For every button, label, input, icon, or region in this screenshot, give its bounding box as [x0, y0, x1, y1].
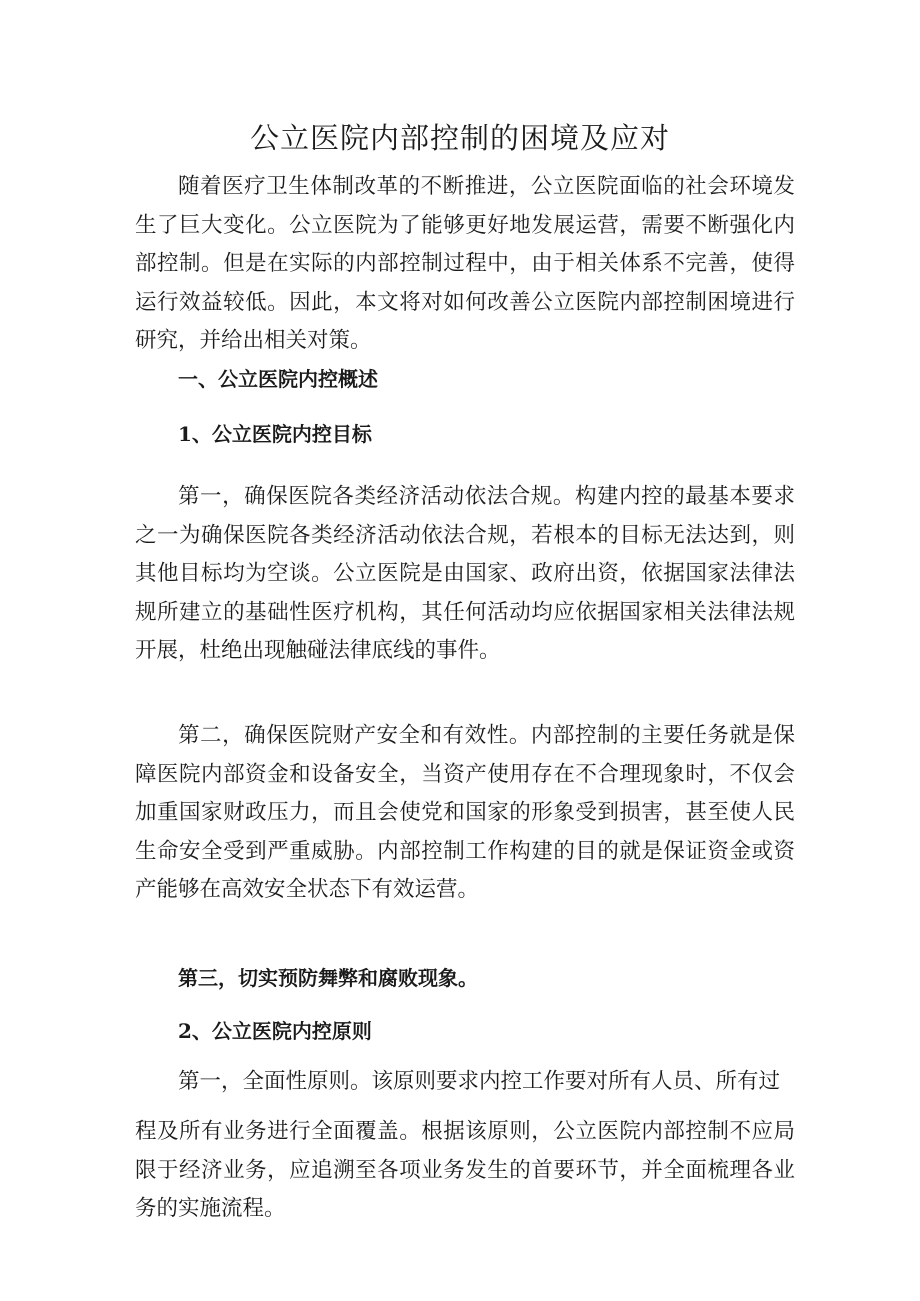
document-title: 公立医院内部控制的困境及应对	[249, 121, 670, 155]
subsection-heading-goals: 1、公立医院内控目标	[178, 422, 372, 446]
principle-paragraph-1-continuation: 程及所有业务进行全面覆盖。根据该原则，公立医院内部控制不应局限于经济业务，应追溯至各项业务发生的首要环节，并全面梳理各业务的实施流程。	[135, 1119, 795, 1221]
intro-paragraph: 随着医疗卫生体制改革的不断推进，公立医院面临的社会环境发生了巨大变化。公立医院为了能够更好地发展运营，需要不断强化内部控制。但是在实际的内部控制过程中，由于相关体系不完善，使得运行效益较低。因此，本文将对如何改善公立医院内部控制困境进行研究，并给出相关对策。	[135, 174, 795, 353]
goal-paragraph-1: 第一，确保医院各类经济活动依法合规。构建内控的最基本要求之一为确保医院各类经济活动依法合规，若根本的目标无法达到，则其他目标均为空谈。公立医院是由国家、政府出资，依据国家法律法规所建立的基础性医疗机构，其任何活动均应依据国家相关法律法规开展，杜绝出现触碰法律底线的事件。	[135, 484, 795, 663]
subsection-heading-principles: 2、公立医院内控原则	[178, 1019, 372, 1043]
section-heading-overview: 一、公立医院内控概述	[178, 367, 378, 391]
principle-paragraph-1-first-line: 第一，全面性原则。该原则要求内控工作要对所有人员、所有过	[178, 1069, 781, 1094]
goal-paragraph-2: 第二，确保医院财产安全和有效性。内部控制的主要任务就是保障医院内部资金和设备安全，当资产使用存在不合理现象时，不仅会加重国家财政压力，而且会使党和国家的形象受到损害，甚至使人民生命安全受到严重威胁。内部控制工作构建的目的就是保证资金或资产能够在高效安全状态下有效运营。	[135, 723, 795, 902]
goal-heading-3: 第三，切实预防舞弊和腐败现象。	[178, 966, 478, 990]
